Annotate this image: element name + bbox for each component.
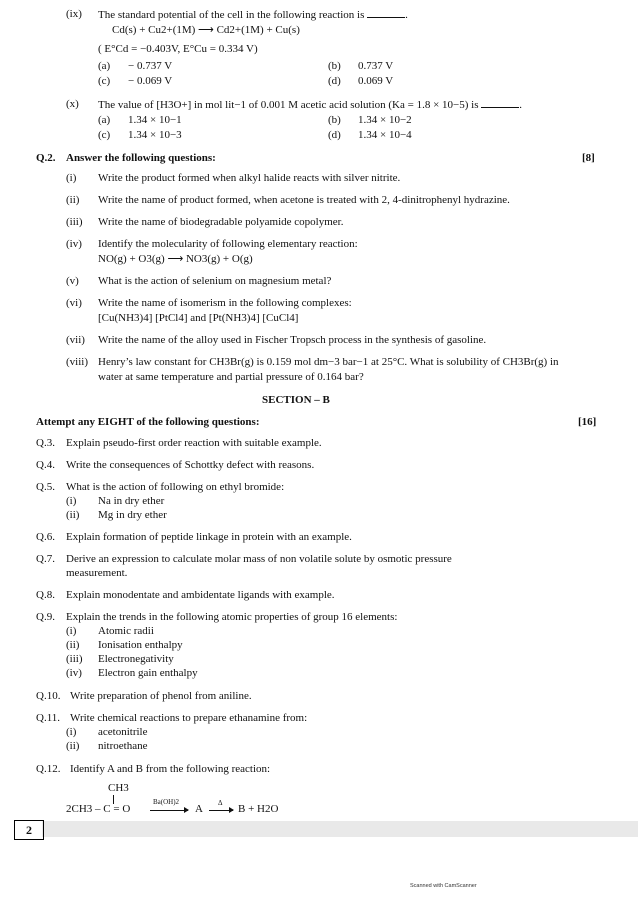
question-ix-text: The standard potential of the cell in the following reaction is . <box>98 9 408 21</box>
option-a: − 0.737 V <box>128 60 173 72</box>
question-part-text: acetonitrile <box>98 726 148 738</box>
question-ix-reaction: Cd(s) + Cu2+(1M) ⟶ Cd2+(1M) + Cu(s) <box>112 24 300 36</box>
question-number: Q.8. <box>36 589 55 601</box>
question-part-number: (ii) <box>66 639 80 651</box>
answer-blank <box>367 8 405 18</box>
question-part-number: (i) <box>66 625 77 637</box>
option-a: 1.34 × 10−1 <box>128 114 182 126</box>
question-ix-number: (ix) <box>66 8 82 20</box>
question-text: Derive an expression to calculate molar mass of non volatile solute by osmotic pressure <box>66 553 452 565</box>
q12-heat-symbol: Δ <box>218 799 223 807</box>
q12-reagent: Ba(OH)2 <box>153 798 180 806</box>
question-part-number: (ii) <box>66 740 80 752</box>
q2-marks: [8] <box>582 152 595 164</box>
q2-title: Answer the following questions: <box>66 152 216 164</box>
q2-item-text: Write the name of isomerism in the following complexes: <box>98 297 352 309</box>
option-d: 0.069 V <box>358 75 394 87</box>
question-part-text: Electronegativity <box>98 653 174 665</box>
question-number: Q.7. <box>36 553 55 565</box>
option-b: 1.34 × 10−2 <box>358 114 412 126</box>
question-part-text: Atomic radii <box>98 625 154 637</box>
scanner-watermark: Scanned with CamScanner <box>410 883 477 889</box>
section-b-heading: SECTION – B <box>262 394 330 406</box>
q2-item-number: (i) <box>66 172 77 184</box>
question-text: Explain monodentate and ambidentate ligands with example. <box>66 589 335 601</box>
question-text: What is the action of following on ethyl bromide: <box>66 481 285 493</box>
question-text: Write preparation of phenol from aniline. <box>70 690 252 702</box>
q2-item-number: (vii) <box>66 334 85 346</box>
question-part-text: nitroethane <box>98 740 148 752</box>
q2-item-text: Identify the molecularity of following elementary reaction: <box>98 238 358 250</box>
question-number: Q.10. <box>36 690 61 702</box>
question-number: Q.6. <box>36 531 55 543</box>
option-c: 1.34 × 10−3 <box>128 129 182 141</box>
q2-item-number: (vi) <box>66 297 82 309</box>
q2-item-number: (ii) <box>66 194 80 206</box>
question-part-number: (iv) <box>66 667 82 679</box>
option-b: 0.737 V <box>358 60 394 72</box>
question-part-text: Electron gain enthalpy <box>98 667 198 679</box>
question-part-number: (i) <box>66 495 77 507</box>
q2-number: Q.2. <box>36 152 56 164</box>
question-part-text: Mg in dry ether <box>98 509 167 521</box>
option-c: − 0.069 V <box>128 75 173 87</box>
q2-item-subtext: water at same temperature and partial pressure of 0.164 bar? <box>98 371 364 383</box>
q2-item-number: (v) <box>66 275 79 287</box>
question-part-number: (ii) <box>66 509 80 521</box>
option-label: (c) <box>98 129 111 141</box>
question-text: Write chemical reactions to prepare ethanamine from: <box>70 712 308 724</box>
q2-item-text: Write the product formed when alkyl halide reacts with silver nitrite. <box>98 172 401 184</box>
question-x-number: (x) <box>66 98 79 110</box>
page-footer-bar <box>42 821 638 837</box>
q12-product-a: A <box>195 803 203 815</box>
question-number: Q.11. <box>36 712 61 724</box>
q2-item-number: (iv) <box>66 238 82 250</box>
methyl-group-label: CH3 <box>108 782 129 794</box>
reaction-arrow-icon <box>207 805 235 817</box>
question-part-text: Ionisation enthalpy <box>98 639 183 651</box>
q2-item-number: (viii) <box>66 356 88 368</box>
question-number: Q.3. <box>36 437 55 449</box>
q2-item-text: Henry’s law constant for CH3Br(g) is 0.159 mol dm−3 bar−1 at 25°C. What is solubility of CH3Br(g) in <box>98 356 559 368</box>
option-label: (d) <box>328 129 341 141</box>
q2-item-text: Write the name of the alloy used in Fischer Tropsch process in the synthesis of gasoline. <box>98 334 487 346</box>
option-label: (b) <box>328 114 341 126</box>
question-text: Identify A and B from the following reaction: <box>70 763 271 775</box>
section-b-marks: [16] <box>578 416 597 428</box>
question-text: Explain formation of peptide linkage in protein with an example. <box>66 531 352 543</box>
q2-item-number: (iii) <box>66 216 83 228</box>
option-label: (b) <box>328 60 341 72</box>
question-part-text: Na in dry ether <box>98 495 165 507</box>
section-b-instruction: Attempt any EIGHT of the following questions: <box>36 416 260 428</box>
option-d: 1.34 × 10−4 <box>358 129 412 141</box>
reaction-arrow-icon <box>148 805 190 817</box>
option-label: (a) <box>98 114 111 126</box>
question-x-text: The value of [H3O+] in mol lit−1 of 0.001 M acetic acid solution (Ka = 1.8 × 10−5) is . <box>98 99 522 111</box>
question-ix-given: ( E°Cd = −0.403V, E°Cu = 0.334 V) <box>98 43 258 55</box>
question-text: Explain the trends in the following atomic properties of group 16 elements: <box>66 611 398 623</box>
answer-blank <box>481 98 519 108</box>
question-number: Q.4. <box>36 459 55 471</box>
page-number: 2 <box>14 820 44 840</box>
question-text: Explain pseudo-first order reaction with suitable example. <box>66 437 322 449</box>
option-label: (d) <box>328 75 341 87</box>
question-number: Q.12. <box>36 763 61 775</box>
question-part-number: (i) <box>66 726 77 738</box>
q2-item-subtext: [Cu(NH3)4] [PtCl4] and [Pt(NH3)4] [CuCl4] <box>98 312 299 324</box>
question-text-continued: measurement. <box>66 567 128 579</box>
q2-item-text: Write the name of product formed, when acetone is treated with 2, 4-dinitrophenyl hydrazine. <box>98 194 510 206</box>
option-label: (a) <box>98 60 111 72</box>
q2-item-text: What is the action of selenium on magnesium metal? <box>98 275 332 287</box>
question-number: Q.5. <box>36 481 55 493</box>
q2-item-subtext: NO(g) + O3(g) ⟶ NO3(g) + O(g) <box>98 253 253 265</box>
option-label: (c) <box>98 75 111 87</box>
question-number: Q.9. <box>36 611 55 623</box>
q12-products: B + H2O <box>238 803 279 815</box>
q2-item-text: Write the name of biodegradable polyamide copolymer. <box>98 216 344 228</box>
question-part-number: (iii) <box>66 653 83 665</box>
q12-reactant: 2CH3 – C = O <box>66 803 131 815</box>
question-text: Write the consequences of Schottky defect with reasons. <box>66 459 315 471</box>
